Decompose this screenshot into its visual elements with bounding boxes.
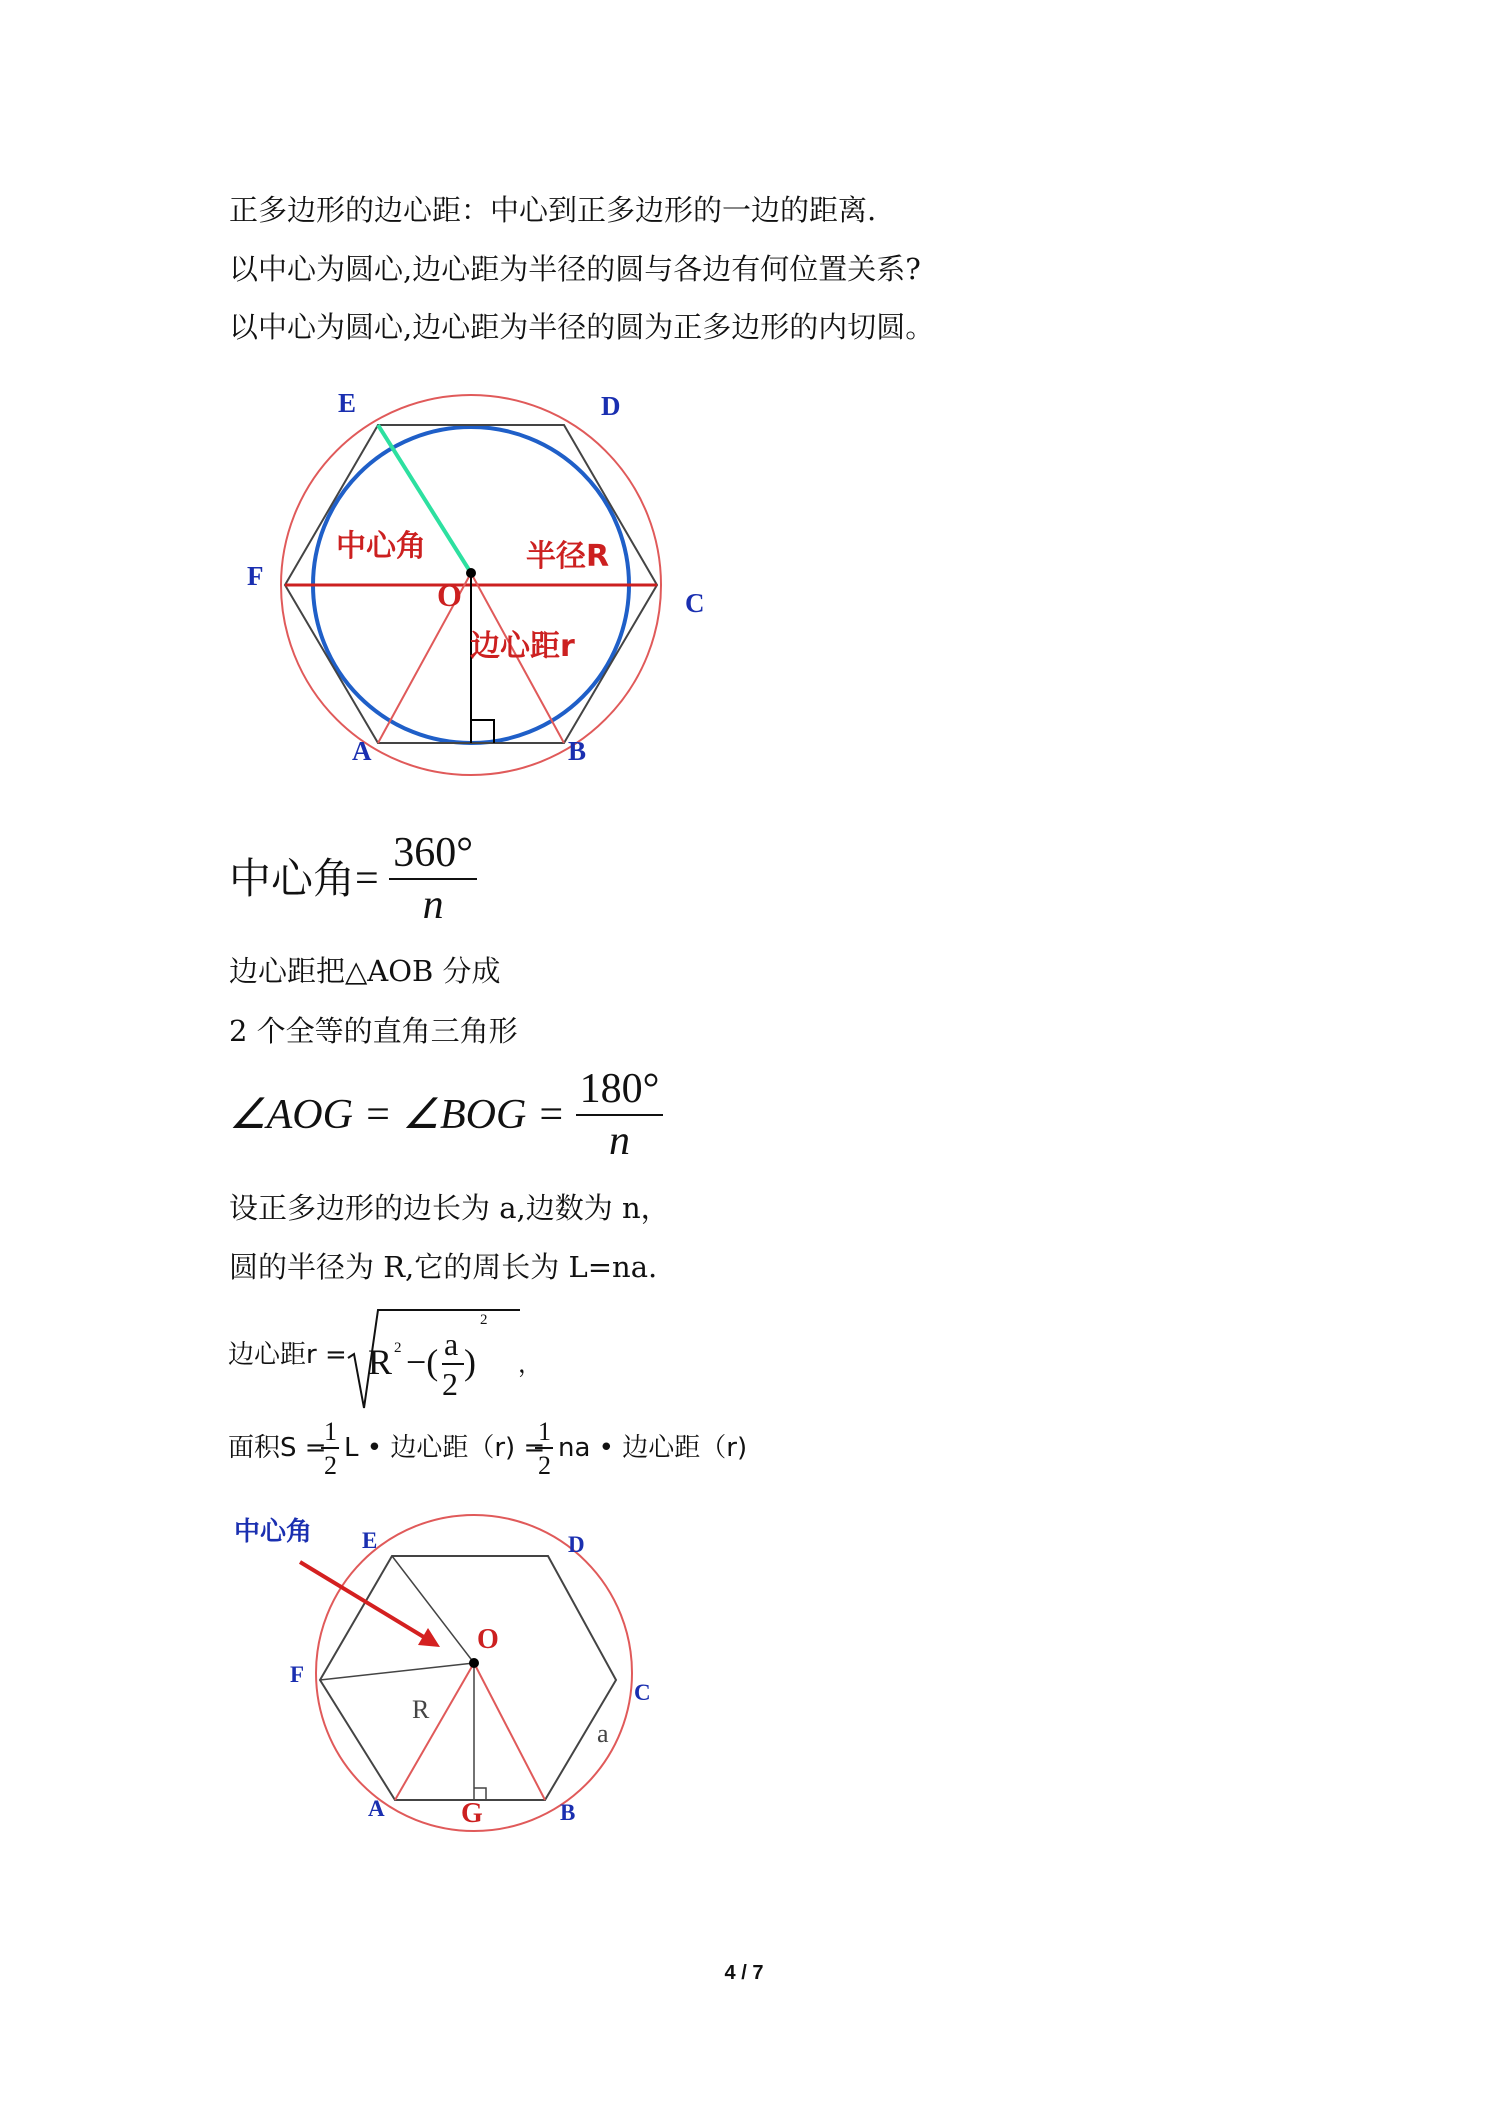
label-e: E — [362, 1528, 378, 1553]
formula1-numerator: 360° — [389, 828, 477, 880]
radius-oe — [392, 1556, 474, 1663]
hexagon — [320, 1556, 616, 1800]
formula-area — [228, 1410, 768, 1490]
formula4-mid1: L • 边心距（r) = — [344, 1433, 546, 1463]
formula-central-angle — [229, 828, 477, 930]
label-e: E — [338, 388, 357, 418]
label-f: F — [247, 561, 264, 591]
annotation-radius: 半径R — [526, 539, 610, 574]
formula3-a: a — [444, 1326, 459, 1362]
formula4-two-a: 2 — [324, 1451, 337, 1480]
label-c: C — [634, 1680, 651, 1705]
label-g: G — [461, 1798, 483, 1829]
label-b: B — [560, 1800, 576, 1825]
formula4-one-a: 1 — [324, 1417, 337, 1446]
label-o: O — [477, 1624, 499, 1655]
formula3-sup2: 2 — [480, 1312, 488, 1328]
apothem-splits-triangle: 边心距把△AOB 分成 — [229, 954, 501, 988]
formula1-lhs: 中心角 — [229, 854, 356, 903]
answer-incircle: 以中心为圆心,边心距为半径的圆为正多边形的内切圆。 — [229, 310, 935, 344]
center-point — [469, 1658, 479, 1668]
formula4-one-b: 1 — [538, 1417, 551, 1446]
label-d: D — [601, 391, 621, 421]
page-number: 4 / 7 — [724, 1962, 764, 1984]
radius-oa — [395, 1663, 474, 1800]
label-b: B — [568, 736, 587, 766]
figure-hexagon-central-angle — [228, 1500, 708, 1850]
formula3-sup: 2 — [394, 1340, 402, 1356]
arrow-shaft — [300, 1562, 432, 1642]
formula4-lhs: 面积S = — [228, 1433, 327, 1463]
formula1-denominator: n — [422, 882, 444, 928]
annotation-central-angle: 中心角 — [234, 1517, 313, 1547]
formula3-lhs: 边心距r = — [228, 1340, 347, 1370]
formula2-numerator: 180° — [576, 1064, 664, 1116]
formula2-denominator: n — [609, 1118, 631, 1164]
formula3-minus: −( — [406, 1342, 439, 1382]
formula3-close: ) — [464, 1342, 476, 1382]
radius-ob — [474, 1663, 545, 1800]
radius-perimeter-definition: 圆的半径为 R,它的周长为 L=na. — [229, 1250, 658, 1284]
label-o: O — [437, 577, 462, 613]
label-d: D — [568, 1532, 585, 1557]
label-f: F — [290, 1662, 305, 1687]
formula2-lhs: ∠AOG = ∠BOG = — [229, 1092, 566, 1138]
formula3-two: 2 — [442, 1366, 458, 1402]
formula2-fraction — [576, 1064, 664, 1166]
polygon-side-definition: 设正多边形的边长为 a,边数为 n， — [229, 1191, 670, 1225]
formula4-two-b: 2 — [538, 1451, 551, 1480]
label-a: A — [352, 736, 372, 766]
formula3-R: R — [368, 1342, 393, 1382]
formula1-fraction — [389, 828, 477, 930]
definition-apothem: 正多边形的边心距：中心到正多边形的一边的距离. — [229, 193, 877, 227]
label-a: A — [368, 1796, 385, 1821]
formula1-eq: = — [355, 856, 379, 902]
radius-of — [320, 1663, 474, 1680]
congruent-right-triangles: 2 个全等的直角三角形 — [229, 1014, 518, 1048]
label-c: C — [685, 588, 705, 618]
center-point — [466, 568, 476, 578]
label-side-a: a — [597, 1719, 609, 1748]
formula-half-angle — [229, 1064, 663, 1166]
annotation-apothem: 边心距r — [470, 629, 575, 664]
figure-hexagon-incircle — [230, 380, 710, 780]
formula3-comma: ， — [518, 1352, 542, 1378]
formula4-mid2: na • 边心距（r) — [558, 1433, 748, 1463]
label-r: R — [412, 1695, 430, 1724]
question-incircle: 以中心为圆心,边心距为半径的圆与各边有何位置关系? — [229, 252, 921, 286]
annotation-central-angle: 中心角 — [336, 529, 426, 564]
formula-apothem — [228, 1300, 588, 1420]
right-angle-mark — [471, 720, 494, 743]
